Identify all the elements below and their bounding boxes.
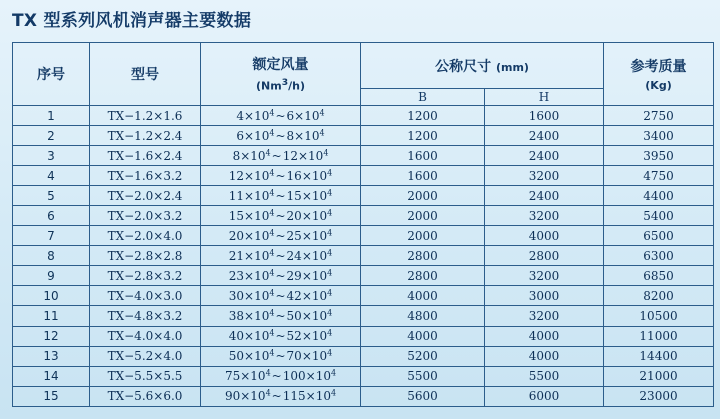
flow-range: [229, 269, 333, 283]
flow-base: 10: [254, 288, 270, 303]
cell-size-b: 4800: [361, 306, 485, 326]
table-body: [13, 106, 714, 407]
table-row: [13, 266, 714, 286]
table-row: [13, 186, 714, 206]
cell-mass: 6500: [604, 226, 714, 246]
table-row: [13, 166, 714, 186]
flow-range-separator: ~: [275, 228, 286, 243]
flow-range: [229, 229, 333, 243]
cell-no: 7: [13, 226, 90, 246]
flow-range: [229, 169, 333, 183]
flow-times: ×: [244, 268, 255, 283]
cell-no: 12: [13, 326, 90, 346]
header-size: [361, 43, 604, 89]
cell-size-h: 4000: [485, 326, 604, 346]
cell-mass: 6850: [604, 266, 714, 286]
flow-exponent: 4: [327, 248, 333, 258]
flow-low-coef: 8: [232, 148, 241, 163]
cell-flow: [201, 346, 361, 366]
flow-range: [236, 129, 324, 143]
flow-exponent: 4: [319, 108, 325, 118]
flow-exponent: 4: [269, 268, 275, 278]
flow-range: [229, 249, 333, 263]
cell-model: TX−1.2×2.4: [90, 126, 201, 146]
cell-flow: [201, 326, 361, 346]
flow-base: 10: [254, 188, 270, 203]
cell-size-h: 2400: [485, 146, 604, 166]
flow-times: ×: [244, 128, 255, 143]
header-flow-unit: [201, 76, 360, 94]
cell-mass: 10500: [604, 306, 714, 326]
cell-no: 6: [13, 206, 90, 226]
cell-size-b: 1600: [361, 146, 485, 166]
cell-model: TX−2.0×3.2: [90, 206, 201, 226]
flow-low-coef: 20: [228, 228, 245, 243]
cell-flow: [201, 106, 361, 126]
cell-size-b: 2000: [361, 206, 485, 226]
flow-base: 10: [311, 349, 328, 364]
flow-times: ×: [244, 349, 255, 364]
cell-model: TX−4.0×3.0: [90, 286, 201, 306]
flow-high-coef: 115: [282, 389, 306, 404]
flow-low-coef: 50: [228, 349, 245, 364]
flow-times: ×: [244, 188, 255, 203]
cell-flow: [201, 266, 361, 286]
flow-high-coef: 25: [286, 228, 302, 243]
cell-size-b: 2000: [361, 186, 485, 206]
cell-mass: 4750: [604, 166, 714, 186]
flow-base: 10: [250, 389, 266, 404]
table-row: [13, 386, 714, 406]
flow-exponent: 4: [269, 288, 275, 298]
cell-size-b: 5200: [361, 346, 485, 366]
flow-range: [225, 389, 336, 403]
flow-base: 10: [254, 128, 270, 143]
flow-exponent: 4: [327, 208, 333, 218]
cell-size-h: 6000: [485, 386, 604, 406]
header-model: 型号: [90, 43, 201, 106]
flow-base: 10: [311, 288, 328, 303]
flow-times: ×: [240, 148, 251, 163]
flow-range-separator: ~: [275, 288, 286, 303]
flow-times: ×: [301, 308, 312, 323]
flow-exponent: 4: [265, 368, 271, 378]
flow-low-coef: 23: [228, 268, 245, 283]
flow-times: ×: [244, 308, 255, 323]
flow-low-coef: 40: [228, 329, 245, 344]
header-size-b: B: [361, 89, 485, 106]
cell-size-h: 3200: [485, 166, 604, 186]
flow-high-coef: 70: [286, 349, 302, 364]
flow-range-separator: ~: [275, 108, 286, 123]
flow-exponent: 4: [269, 208, 275, 218]
cell-size-h: 3200: [485, 206, 604, 226]
flow-base: 10: [254, 228, 270, 243]
flow-times: ×: [301, 288, 312, 303]
header-size-h: H: [485, 89, 604, 106]
header-size-unit: (mm): [495, 60, 529, 74]
flow-range-separator: ~: [275, 268, 286, 283]
table-row: [13, 286, 714, 306]
flow-range-separator: ~: [275, 208, 286, 223]
flow-exponent: 4: [327, 228, 333, 238]
flow-exponent: 4: [269, 168, 275, 178]
flow-high-coef: 24: [286, 248, 302, 263]
flow-base: 10: [254, 248, 270, 263]
flow-exponent: 4: [269, 188, 275, 198]
table-row: [13, 146, 714, 166]
cell-mass: 5400: [604, 206, 714, 226]
flow-base: 10: [308, 148, 324, 163]
flow-low-coef: 38: [228, 308, 245, 323]
flow-exponent: 4: [327, 268, 333, 278]
flow-exponent: 4: [269, 328, 275, 338]
flow-low-coef: 11: [228, 188, 245, 203]
flow-times: ×: [301, 329, 312, 344]
cell-no: 14: [13, 366, 90, 386]
flow-range-separator: ~: [271, 148, 282, 163]
cell-model: TX−5.2×4.0: [90, 346, 201, 366]
flow-base: 10: [250, 369, 266, 384]
flow-exponent: 4: [269, 248, 275, 258]
flow-exponent: 4: [327, 348, 333, 358]
flow-times: ×: [244, 288, 255, 303]
flow-high-coef: 15: [286, 188, 302, 203]
flow-range: [236, 109, 324, 123]
cell-model: TX−1.6×3.2: [90, 166, 201, 186]
flow-exponent: 4: [330, 388, 337, 398]
cell-size-h: 2400: [485, 126, 604, 146]
table-row: [13, 206, 714, 226]
cell-size-h: 2400: [485, 186, 604, 206]
flow-range-separator: ~: [275, 128, 286, 143]
cell-model: TX−2.0×2.4: [90, 186, 201, 206]
flow-times: ×: [244, 228, 255, 243]
cell-size-b: 2000: [361, 226, 485, 246]
flow-exponent: 4: [330, 368, 337, 378]
cell-no: 2: [13, 126, 90, 146]
flow-high-coef: 42: [286, 288, 302, 303]
cell-no: 10: [13, 286, 90, 306]
header-no: 序号: [13, 43, 90, 106]
flow-times: ×: [244, 248, 255, 263]
flow-times: ×: [297, 148, 309, 163]
cell-flow: [201, 186, 361, 206]
flow-exponent: 4: [327, 328, 333, 338]
header-mass-unit: (Kg): [645, 78, 672, 92]
flow-base: 10: [254, 329, 270, 344]
flow-range-separator: ~: [271, 369, 282, 384]
flow-base: 10: [254, 268, 270, 283]
flow-base: 10: [315, 389, 331, 404]
cell-model: TX−1.2×1.6: [90, 106, 201, 126]
flow-range-separator: ~: [275, 168, 286, 183]
flow-high-coef: 100: [282, 369, 306, 384]
table-row: [13, 346, 714, 366]
flow-range-separator: ~: [275, 308, 286, 323]
flow-high-coef: 50: [286, 308, 302, 323]
flow-base: 10: [304, 108, 320, 123]
flow-range: [229, 329, 333, 343]
page-title: TX 型系列风机消声器主要数据: [12, 11, 252, 31]
cell-flow: [201, 386, 361, 406]
cell-size-b: 5500: [361, 366, 485, 386]
flow-unit-suffix: /h): [288, 79, 305, 93]
cell-mass: 14400: [604, 346, 714, 366]
flow-times: ×: [294, 128, 305, 143]
cell-size-h: 2800: [485, 246, 604, 266]
flow-low-coef: 90: [224, 389, 241, 404]
flow-times: ×: [301, 208, 312, 223]
cell-model: TX−5.5×5.5: [90, 366, 201, 386]
flow-high-coef: 12: [282, 148, 298, 163]
flow-exponent: 4: [269, 128, 275, 138]
flow-exponent: 4: [327, 188, 333, 198]
flow-times: ×: [244, 108, 255, 123]
cell-size-h: 4000: [485, 346, 604, 366]
cell-no: 8: [13, 246, 90, 266]
table-row: [13, 366, 714, 386]
cell-flow: [201, 166, 361, 186]
flow-range: [229, 189, 333, 203]
flow-times: ×: [301, 349, 312, 364]
flow-range-separator: ~: [271, 389, 282, 404]
flow-base: 10: [311, 248, 328, 263]
cell-flow: [201, 226, 361, 246]
flow-base: 10: [311, 329, 328, 344]
cell-size-b: 1600: [361, 166, 485, 186]
flow-times: ×: [301, 268, 312, 283]
flow-times: ×: [244, 329, 255, 344]
flow-high-coef: 6: [286, 108, 295, 123]
flow-base: 10: [311, 228, 328, 243]
flow-times: ×: [305, 369, 316, 384]
flow-unit-prefix: (Nm: [256, 79, 282, 93]
cell-size-b: 1200: [361, 106, 485, 126]
flow-base: 10: [311, 168, 328, 183]
cell-mass: 6300: [604, 246, 714, 266]
flow-high-coef: 52: [286, 329, 302, 344]
cell-flow: [201, 246, 361, 266]
cell-mass: 2750: [604, 106, 714, 126]
table-row: [13, 246, 714, 266]
flow-range: [229, 289, 333, 303]
cell-model: TX−2.8×2.8: [90, 246, 201, 266]
cell-size-h: 3000: [485, 286, 604, 306]
flow-times: ×: [301, 188, 312, 203]
flow-low-coef: 15: [228, 208, 245, 223]
cell-flow: [201, 126, 361, 146]
flow-base: 10: [315, 369, 331, 384]
flow-range-separator: ~: [275, 248, 286, 263]
cell-no: 11: [13, 306, 90, 326]
cell-no: 4: [13, 166, 90, 186]
flow-base: 10: [304, 128, 320, 143]
flow-times: ×: [301, 248, 312, 263]
cell-model: TX−4.8×3.2: [90, 306, 201, 326]
cell-size-b: 5600: [361, 386, 485, 406]
data-table: [12, 42, 714, 407]
cell-model: TX−5.6×6.0: [90, 386, 201, 406]
cell-mass: 8200: [604, 286, 714, 306]
flow-times: ×: [240, 369, 251, 384]
cell-flow: [201, 206, 361, 226]
cell-mass: 23000: [604, 386, 714, 406]
flow-low-coef: 30: [228, 288, 245, 303]
cell-model: TX−2.8×3.2: [90, 266, 201, 286]
header-flow-label: 额定风量: [252, 57, 309, 74]
header-mass-label: 参考质量: [630, 58, 687, 75]
cell-mass: 21000: [604, 366, 714, 386]
flow-exponent: 4: [265, 388, 271, 398]
flow-high-coef: 16: [286, 168, 302, 183]
cell-size-b: 2800: [361, 266, 485, 286]
flow-range: [229, 309, 333, 323]
cell-size-h: 5500: [485, 366, 604, 386]
cell-model: TX−1.6×2.4: [90, 146, 201, 166]
cell-mass: 3400: [604, 126, 714, 146]
flow-exponent: 4: [269, 308, 275, 318]
cell-size-b: 1200: [361, 126, 485, 146]
flow-high-coef: 29: [286, 268, 302, 283]
flow-exponent: 4: [269, 348, 275, 358]
cell-mass: 4400: [604, 186, 714, 206]
flow-times: ×: [301, 228, 312, 243]
cell-flow: [201, 306, 361, 326]
flow-low-coef: 4: [236, 108, 245, 123]
cell-model: TX−2.0×4.0: [90, 226, 201, 246]
flow-base: 10: [254, 349, 270, 364]
flow-exponent: 4: [327, 168, 333, 178]
flow-low-coef: 12: [228, 168, 245, 183]
cell-mass: 11000: [604, 326, 714, 346]
flow-base: 10: [254, 168, 270, 183]
table-row: [13, 126, 714, 146]
cell-flow: [201, 146, 361, 166]
flow-times: ×: [244, 208, 255, 223]
flow-low-coef: 6: [236, 128, 245, 143]
cell-size-h: 3200: [485, 266, 604, 286]
flow-range: [229, 349, 333, 363]
flow-base: 10: [311, 208, 328, 223]
flow-range: [225, 369, 336, 383]
flow-base: 10: [250, 148, 266, 163]
flow-high-coef: 20: [286, 208, 302, 223]
flow-times: ×: [301, 168, 312, 183]
flow-base: 10: [254, 308, 270, 323]
table-row: [13, 226, 714, 246]
flow-exponent: 4: [323, 148, 329, 158]
cell-no: 13: [13, 346, 90, 366]
flow-range-separator: ~: [275, 188, 286, 203]
cell-size-b: 2800: [361, 246, 485, 266]
cell-size-b: 4000: [361, 326, 485, 346]
flow-base: 10: [311, 188, 328, 203]
flow-times: ×: [305, 389, 316, 404]
cell-no: 5: [13, 186, 90, 206]
flow-range-separator: ~: [275, 329, 286, 344]
cell-no: 3: [13, 146, 90, 166]
header-mass: [604, 43, 714, 106]
table-row: [13, 306, 714, 326]
flow-range: [229, 209, 333, 223]
cell-flow: [201, 366, 361, 386]
flow-base: 10: [311, 268, 328, 283]
cell-no: 15: [13, 386, 90, 406]
flow-exponent: 4: [327, 288, 333, 298]
flow-unit-exp: 3: [281, 77, 289, 89]
flow-exponent: 4: [269, 108, 275, 118]
cell-size-b: 4000: [361, 286, 485, 306]
cell-size-h: 1600: [485, 106, 604, 126]
cell-mass: 3950: [604, 146, 714, 166]
table-row: [13, 326, 714, 346]
flow-range: [233, 149, 329, 163]
flow-exponent: 4: [327, 308, 333, 318]
flow-high-coef: 8: [286, 128, 295, 143]
flow-exponent: 4: [319, 128, 325, 138]
table-row: [13, 106, 714, 126]
header-flow: [201, 43, 361, 106]
flow-times: ×: [294, 108, 305, 123]
flow-base: 10: [311, 308, 328, 323]
cell-flow: [201, 286, 361, 306]
flow-range-separator: ~: [275, 349, 286, 364]
flow-times: ×: [240, 389, 251, 404]
flow-exponent: 4: [265, 148, 271, 158]
flow-base: 10: [254, 208, 270, 223]
flow-exponent: 4: [269, 228, 275, 238]
header-size-label: 公称尺寸: [435, 58, 492, 75]
cell-model: TX−4.0×4.0: [90, 326, 201, 346]
cell-size-h: 3200: [485, 306, 604, 326]
flow-times: ×: [244, 168, 255, 183]
flow-base: 10: [254, 108, 270, 123]
flow-low-coef: 75: [224, 369, 241, 384]
cell-no: 9: [13, 266, 90, 286]
cell-size-h: 4000: [485, 226, 604, 246]
flow-low-coef: 21: [228, 248, 245, 263]
cell-no: 1: [13, 106, 90, 126]
